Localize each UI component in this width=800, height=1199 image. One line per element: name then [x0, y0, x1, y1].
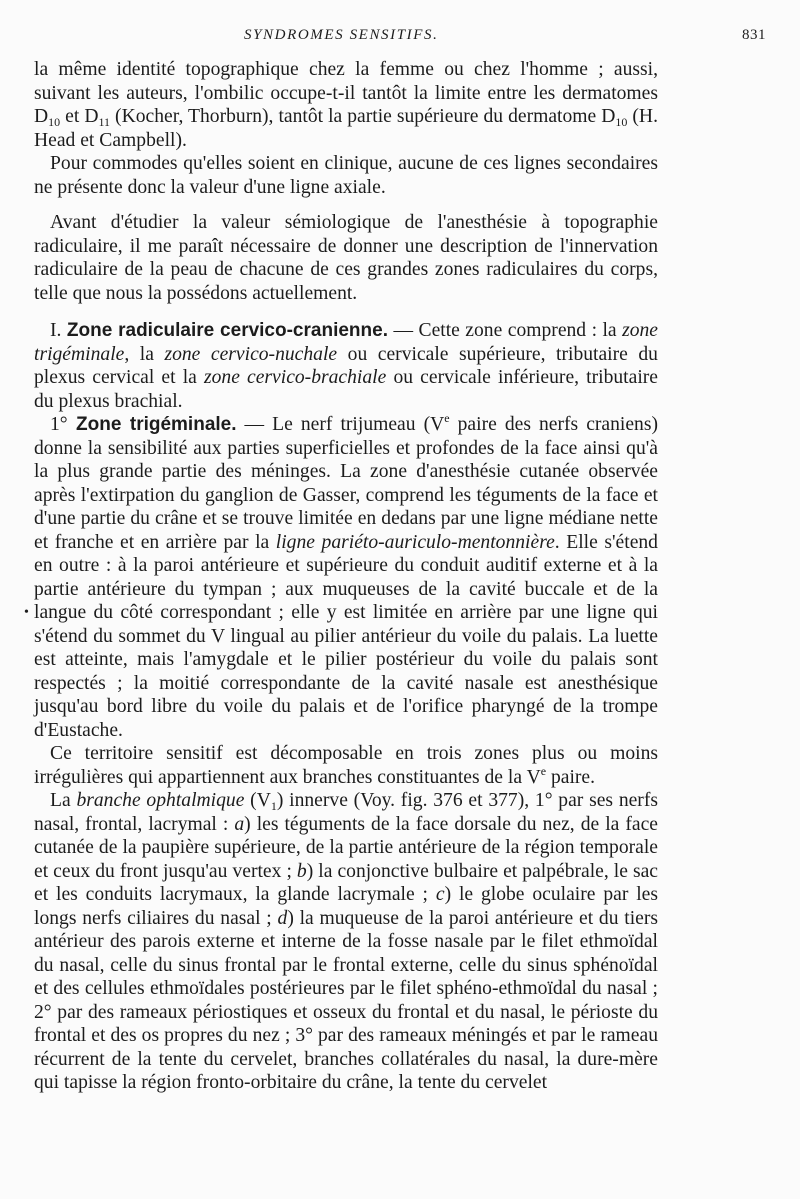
- subsection-heading: Zone trigéminale.: [67, 414, 237, 435]
- paragraph-intro: Avant d'étudier la valeur sémiologique de l'anesthésie à topographie radiculaire, il me paraît nécessaire de donner une description de l'innervation radiculaire de la peau de chacune de ces grandes zones radiculaires du corps, telle que nous la possédons actuellement.: [34, 212, 658, 304]
- section-cervico-cranienne: I. Zone radiculaire cervico-cranienne. — Cette zone comprend : la zone trigéminale, la zone cervico-nuchale ou cervicale supérieure, tributaire du plexus cervical et la zone cervico-brachiale ou cervicale inférieure, tributaire du plexus brachial.: [34, 320, 658, 412]
- paragraph-branche-ophtalmique: La branche ophtalmique $(V_1)$ innerve (Voy. fig. 376 et 377), 1° par ses nerfs nasal, frontal, lacrymal : a) les téguments de la face dorsale du nez, de la face cutanée de la paupière supérieure, de la partie antérieure de la région temporale et ceux du front jusqu'au vertex ; b) la conjonctive bulbaire et palpébrale, le sac et les conduits lacrymaux, la glande lacrymale ; c) le globe oculaire par les longs nerfs ciliaires du nasal ; d) la muqueuse de la paroi antérieure et du tiers antérieur des parois externe et interne de la fosse nasale par le filet ethmoïdal du nasal, celle du sinus frontal par le frontal externe, celle du sinus sphénoïdal et des cellules ethmoïdales postérieures par le filet sphéno-ethmoïdal du nasal ; 2° par des rameaux périostiques et osseux du frontal et du nasal, le périoste du frontal et des os propres du nez ; 3° par des rameaux méningés et par le rameau récurrent de la tente du cervelet, branches collatérales du nasal, la dure-mère qui tapisse la région fronto-orbitaire du crâne, la tente du cervelet: [34, 790, 658, 1093]
- running-header: [34, 27, 766, 49]
- section-trigeminale: 1° Zone trigéminale. — Le nerf trijumeau (Ve paire des nerfs craniens) donne la sensibilité aux parties superficielles et profondes de la face ainsi qu'à la plus grande partie des méninges. La zone d'anesthésie cutanée observée après l'extirpation du ganglion de Gasser, comprend les téguments de la face et d'une partie du crâne et se trouve limitée en dedans par une ligne médiane nette et franche et en arrière par la ligne pariéto-auriculo-mentonnière. Elle s'étend en outre : à la paroi antérieure et supérieure du conduit auditif externe et à la partie antérieure du tympan ; aux muqueuses de la cavité buccale et de la langue du côté correspondant ; elle y est limitée en arrière par une ligne qui s'étend du sommet du V lingual au pilier antérieur du voile du palais. La luette est atteinte, mais l'amygdale et le pilier postérieur du voile du palais sont respectés ; la moitié correspondante de la cavité nasale est anesthésique jusqu'au bord libre du voile du palais et de l'orifice pharyngé de la trompe d'Eustache.: [34, 411, 658, 741]
- running-title: SYNDROMES SENSITIFS.: [244, 27, 439, 43]
- paragraph-territoire: Ce territoire sensitif est décomposable en trois zones plus ou moins irrégulières qui appartiennent aux branches constituantes de la Ve paire.: [34, 743, 658, 788]
- paragraph-dermatomes: la même identité topographique chez la femme ou chez l'homme ; aussi, suivant les auteurs, l'ombilic occupe-t-il tantôt la limite entre les dermatomes $D_{10}$ et $D_{11}$ (Kocher, Thorburn), tantôt la partie supérieure du dermatome $D_{10}$ (H. Head et Campbell).: [34, 59, 658, 151]
- paragraph-secondary-lines: Pour commodes qu'elles soient en clinique, aucune de ces lignes secondaires ne présente donc la valeur d'une ligne axiale.: [34, 153, 658, 198]
- page-body: [34, 58, 658, 1095]
- section-heading: Zone radiculaire cervico-cranienne.: [66, 320, 388, 341]
- page-number: 831: [742, 27, 766, 43]
- margin-bullet: •: [24, 605, 29, 620]
